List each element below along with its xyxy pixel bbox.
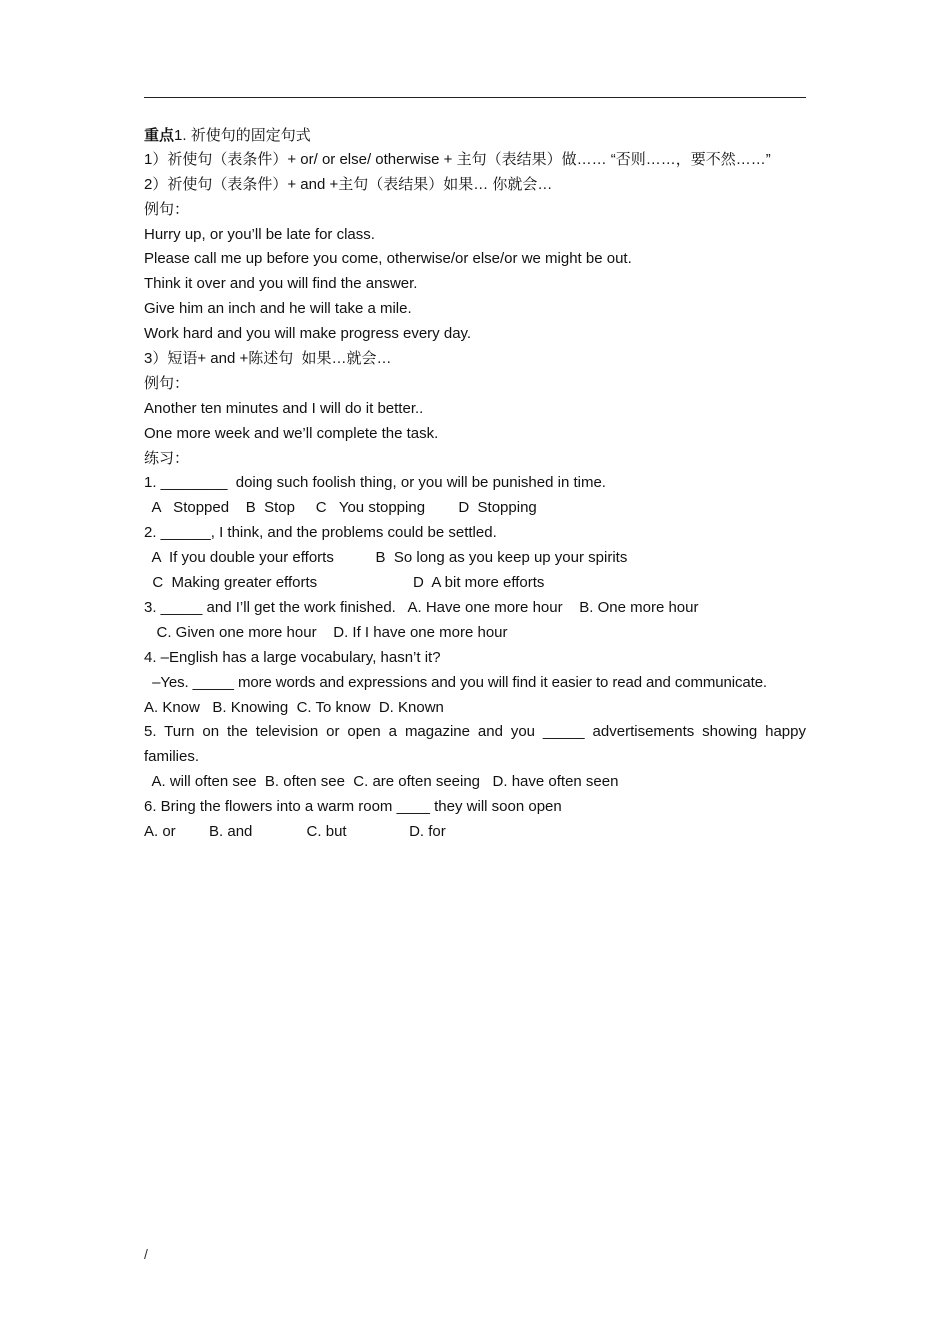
question-6: 6. Bring the flowers into a warm room ____ they will soon open	[144, 798, 562, 816]
question-5-line-1: 5. Turn on the television or open a magazine and you _____ advertisements showing happy	[144, 723, 806, 741]
footer-mark: /	[144, 1246, 148, 1262]
examples-label-2: 例句：	[144, 374, 190, 392]
question-2-options-cd: C Making greater efforts D A bit more efforts	[144, 574, 545, 592]
example-sentence: Hurry up, or you’ll be late for class.	[144, 225, 375, 243]
question-2: 2. ______, I think, and the problems could be settled.	[144, 524, 497, 542]
question-2-options-ab: A If you double your efforts B So long as you keep up your spirits	[144, 549, 628, 567]
rule-1: 1）祈使句（表条件）+ or/ or else/ otherwise + 主句（表结果）做…… “否则……，要不然……”	[144, 150, 771, 168]
question-6-options: A. or B. and C. but D. for	[144, 822, 446, 840]
question-4-reply: –Yes. _____ more words and expressions and you will find it easier to read and communicate.	[144, 673, 768, 691]
question-5-line-2: families.	[144, 748, 200, 766]
rule-3: 3）短语+ and +陈述句 如果…就会…	[144, 350, 392, 368]
key-point-heading	[144, 123, 806, 148]
document-body	[144, 123, 806, 845]
header-rule	[144, 97, 806, 98]
question-3-options: C. Given one more hour D. If I have one more hour	[144, 623, 508, 641]
example-sentence: Work hard and you will make progress every day.	[144, 325, 472, 343]
example-sentence: One more week and we’ll complete the task.	[144, 424, 439, 442]
question-3: 3. _____ and I’ll get the work finished. A. Have one more hour B. One more hour	[144, 598, 699, 616]
example-sentence: Think it over and you will find the answer.	[144, 275, 418, 293]
key-point-label: 重点	[144, 126, 175, 144]
example-sentence: Please call me up before you come, otherwise/or else/or we might be out.	[144, 250, 632, 268]
practice-label: 练习：	[144, 449, 190, 467]
key-point-title: 1. 祈使句的固定句式	[174, 127, 311, 144]
rule-2: 2）祈使句（表条件）+ and +主句（表结果）如果… 你就会…	[144, 175, 553, 193]
example-sentence: Another ten minutes and I will do it better..	[144, 399, 424, 417]
question-4: 4. –English has a large vocabulary, hasn’t it?	[144, 648, 441, 666]
example-sentence: Give him an inch and he will take a mile.	[144, 300, 412, 318]
question-1: 1. ________ doing such foolish thing, or you will be punished in time.	[144, 474, 606, 492]
examples-label-1: 例句：	[144, 200, 190, 218]
question-4-options: A. Know B. Knowing C. To know D. Known	[144, 698, 444, 716]
question-5-options: A. will often see B. often see C. are often seeing D. have often seen	[144, 773, 619, 791]
question-1-options: A Stopped B Stop C You stopping D Stopping	[144, 499, 537, 517]
